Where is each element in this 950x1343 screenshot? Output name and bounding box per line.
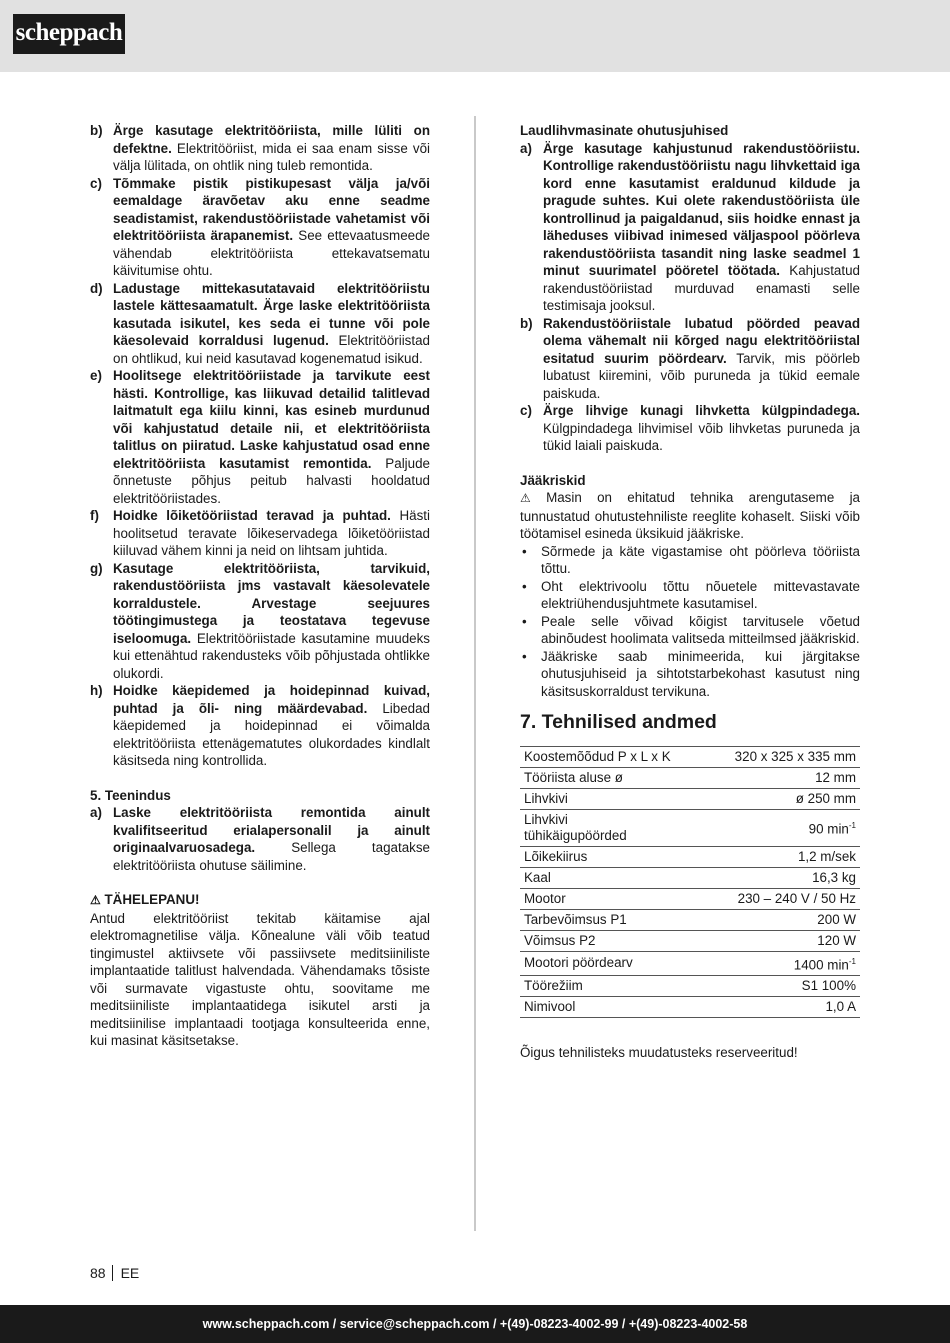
item-text: Paljude õnnetuste põhjus peitub halvasti hooldatud elektritööriistades. (113, 455, 430, 506)
scheppach-logo: scheppach (13, 14, 125, 54)
item-bold: Ärge kasutage elektritööriista, mille lüliti on defektne. (113, 123, 430, 156)
residual-item-text: Sõrmede ja käte vigastamise oht pöörleva tööriista tõttu. (541, 543, 860, 576)
spec-label: Koostemõõdud P x L x K (520, 746, 678, 767)
item-bold: Hoidke käepidemed ja hoidepinnad kuivad, puhtad ja õli- ning määrdevabad. (113, 683, 430, 716)
tech-data-table (520, 746, 860, 1018)
tech-data-heading: 7. Tehnilised andmed (520, 711, 717, 733)
grinder-item-b (520, 315, 860, 403)
service-heading: 5. Teenindus (90, 787, 171, 803)
page-header (0, 0, 950, 72)
column-divider (474, 116, 476, 1231)
page-footer (0, 1305, 950, 1343)
spec-value: 12 mm (678, 767, 860, 788)
item-bold: Ärge lihvige kunagi lihvketta külgpindadega. (543, 403, 860, 418)
safety-item-f (90, 507, 430, 560)
item-bold: Rakendustööriistale lubatud pöörded peavad olema vähemalt nii kõrged nagu elektritööriistal esitatud suurim pöördearv. (543, 315, 860, 366)
reserve-note: Õigus tehnilisteks muudatusteks reserveeritud! (520, 1044, 798, 1060)
residual-item-text: Peale selle võivad kõigist tarvitusele võetud abinõudest hoolimata valitseda mitteilmsed jääkriskid. (541, 613, 860, 646)
item-bold: Ärge kasutage kahjustunud rakendustööriistu. Kontrollige rakendustööriistu nagu lihvkettaid iga kord enne kasutamist eraldunud kildude ja pragude suhtes. Kui olete rakendustööriista üle kontrollinud ja paigaldanud, siis hoidke ennast ja läheduses viibivad inimesed väljaspool pöörleva rakendustööriista tasandit ning laske seadmel 1 minut suurimatel pööretel töötada. (543, 140, 860, 278)
warning-triangle-icon: ⚠ (520, 491, 531, 505)
spec-value (678, 809, 860, 846)
warning-title: TÄHELEPANU! (104, 892, 200, 907)
table-row (520, 746, 860, 767)
spec-value: 1,2 m/sek (678, 846, 860, 867)
item-bold: Tõmmake pistik pistikupesast välja ja/või eemaldage äravõetav aku enne seadme seadistamist, rakendustööriistade vahetamist või elektritööriista ärapanemist. (113, 175, 430, 243)
item-bold: Laske elektritööriista remontida ainult kvalifitseeritud erialapersonalil ja ainult originaalvaruosadega. (113, 805, 430, 855)
table-row (520, 930, 860, 951)
grinder-safety-heading: Laudlihvmasinate ohutusjuhised (520, 123, 729, 138)
warning-text: Antud elektritööriist tekitab käitamise ajal elektromagnetilise välja. Kõnealune väli võib teatud tingimustel aktiivsete või passiivsete meditsiiniliste implantaatide talitlust halvendada. Vähendamaks tõsiste või surmavate vigastuste ohtu, soovitame me meditsiiniliste implantaatidega isikutel arsti ja meditsiinilise implantaadi tootjaga konsulteerida enne, kui masinat käsitsetakse. (90, 910, 430, 1048)
spec-label: Kaal (520, 867, 678, 888)
spec-label: Mootori pöördearv (520, 951, 678, 975)
residual-risk-item (520, 543, 860, 578)
item-marker: b) (520, 315, 533, 331)
residual-risk-heading: Jääkriskid (520, 472, 586, 488)
residual-risk-item (520, 613, 860, 648)
page-number: 88 (90, 1265, 106, 1281)
contact-line: www.scheppach.com / service@scheppach.com / +(49)-08223-4002-99 / +(49)-08223-4002-58 (202, 1317, 748, 1331)
item-text: Elektritööriist, mida ei saa enam sisse või välja lülitada, on ohtlik ning tuleb remontida. (113, 140, 430, 173)
item-text: Libedad käepidemed ja hoidepinnad ei võimalda elektritööriista ettenägematutes olukordades kindlalt käsitseda ning kontrollida. (113, 700, 430, 768)
table-row (520, 909, 860, 930)
table-row (520, 767, 860, 788)
safety-item-g (90, 560, 430, 683)
spec-value: 230 – 240 V / 50 Hz (678, 888, 860, 909)
residual-item-text: Jääkriske saab minimeerida, kui järgitakse ohutusjuhiseid ja sihtotstarbekohast kasutust ning käsitsuskorraldust tervikuna. (541, 648, 860, 699)
item-marker: h) (90, 683, 103, 698)
item-marker: c) (90, 175, 102, 191)
residual-intro-text: Masin on ehitatud tehnika arengutaseme ja tunnustatud ohutustehniliste reeglite kohaselt. Siiski võib töötamisel esineda üksikuid jääkriske. (520, 490, 860, 541)
item-marker: f) (90, 508, 99, 523)
spec-value: 120 W (678, 930, 860, 951)
table-row (520, 809, 860, 846)
spec-value-sup: -1 (848, 956, 856, 966)
bullet-icon: • (522, 578, 527, 594)
table-row (520, 846, 860, 867)
spec-label: Võimsus P2 (520, 930, 678, 951)
service-item-a (90, 804, 430, 874)
item-bold: Hoolitsege elektritööriistade ja tarvikute eest hästi. Kontrollige, kas liikuvad detailid talitlevad laitmatult ega kiilu kinni, kas esineb murdunud või kahjustatud detaile nii, et elektritööriista talitlus on piiratud. Laske kahjustatud osad enne elektritööriista kasutamist remontida. (113, 368, 430, 471)
safety-item-c (90, 175, 430, 280)
residual-risk-item (520, 578, 860, 613)
table-row (520, 888, 860, 909)
item-text: Hästi hoolitsetud teravate lõikeservadega lõiketööriistad kiiluvad vähem kinni ja neid on lihtsam juhtida. (113, 508, 431, 558)
safety-item-b (90, 122, 430, 175)
page-number-divider (112, 1265, 113, 1281)
item-text: Tarvik, mis pöörleb lubatust kiiremini, võib puruneda ja tükid eemale paiskuda. (543, 350, 860, 401)
item-text: See ettevaatusmeede vähendab elektritööriista ettekavatsematu käivitumise ohtu. (113, 228, 430, 278)
item-text: Kahjustatud rakendustööriistad murduvad enamasti selle testimisaja jooksul. (543, 263, 860, 313)
item-bold: Kasutage elektritööriista, tarvikuid, rakendustööriista jms vastavalt käesolevatele korraldustele. Arvestage seejuures töötingimustega ja teostatava tegevuse iseloomuga. (113, 560, 430, 646)
item-text: Elektritööriistad on ohtlikud, kui neid kasutavad kogenematud isikud. (113, 333, 430, 366)
item-bold: Ladustage mittekasutatavaid elektritööriistu lastele kättesaamatult. Ärge laske elektritööriista kasutada isikutel, kes seda ei tunne või pole käesolevaid korraldusi lugenud. (113, 280, 430, 348)
item-marker: e) (90, 368, 102, 383)
spec-label: Lihvkivi tühikäigupöörded (520, 809, 678, 846)
table-row (520, 951, 860, 975)
spec-value: 320 x 325 x 335 mm (678, 746, 860, 767)
spec-value (678, 951, 860, 975)
spec-value-text: 90 min (808, 821, 849, 837)
spec-value-text: 1400 min (793, 956, 849, 972)
safety-item-h (90, 682, 430, 770)
grinder-item-a (520, 140, 860, 315)
bullet-icon: • (522, 543, 527, 559)
warning-heading (90, 891, 430, 910)
residual-risk-item (520, 648, 860, 701)
right-column (520, 122, 860, 1061)
item-text: Sellega tagatakse elektritööriista ohutuse säilimine. (113, 840, 430, 873)
left-column (90, 122, 430, 1050)
item-marker: g) (90, 560, 103, 576)
spec-value: ø 250 mm (678, 788, 860, 809)
spec-label: Mootor (520, 888, 678, 909)
table-row (520, 867, 860, 888)
item-bold: Hoidke lõiketööriistad teravad ja puhtad. (113, 508, 391, 523)
bullet-icon: • (522, 648, 527, 664)
spec-value: 1,0 A (678, 996, 860, 1017)
spec-label: Tarbevõimsus P1 (520, 909, 678, 930)
spec-label: Lõikekiirus (520, 846, 678, 867)
bullet-icon: • (522, 613, 527, 629)
spec-label: Töörežiim (520, 975, 678, 996)
item-text: Elektritööriistade kasutamine muudeks kui ettenähtud rakendusteks võib põhjustada ohtlikke olukordi. (113, 630, 430, 681)
item-text: Külgpindadega lihvimisel võib lihvketas puruneda ja tükid laiali paiskuda. (543, 420, 860, 453)
spec-label: Nimivool (520, 996, 678, 1017)
spec-label: Tööriista aluse ø (520, 767, 678, 788)
spec-value: 200 W (678, 909, 860, 930)
item-marker: b) (90, 123, 103, 138)
language-code: EE (120, 1265, 140, 1281)
spec-value: S1 100% (678, 975, 860, 996)
spec-label: Lihvkivi (520, 788, 678, 809)
spec-value: 16,3 kg (678, 867, 860, 888)
page-number-block (90, 1264, 139, 1282)
table-row (520, 788, 860, 809)
table-row (520, 975, 860, 996)
item-marker: d) (90, 280, 103, 296)
item-marker: a) (90, 805, 102, 820)
safety-item-e (90, 367, 430, 507)
grinder-item-c (520, 402, 860, 455)
residual-risk-intro (520, 489, 860, 543)
item-marker: a) (520, 140, 532, 156)
residual-item-text: Oht elektrivoolu tõttu nõuetele mittevastavate elektriühendusjuhtmete kasutamisel. (541, 578, 860, 611)
warning-triangle-icon: ⚠ (90, 893, 101, 907)
table-row (520, 996, 860, 1017)
safety-item-d (90, 280, 430, 368)
item-marker: c) (520, 403, 532, 418)
spec-value-sup: -1 (848, 820, 856, 830)
